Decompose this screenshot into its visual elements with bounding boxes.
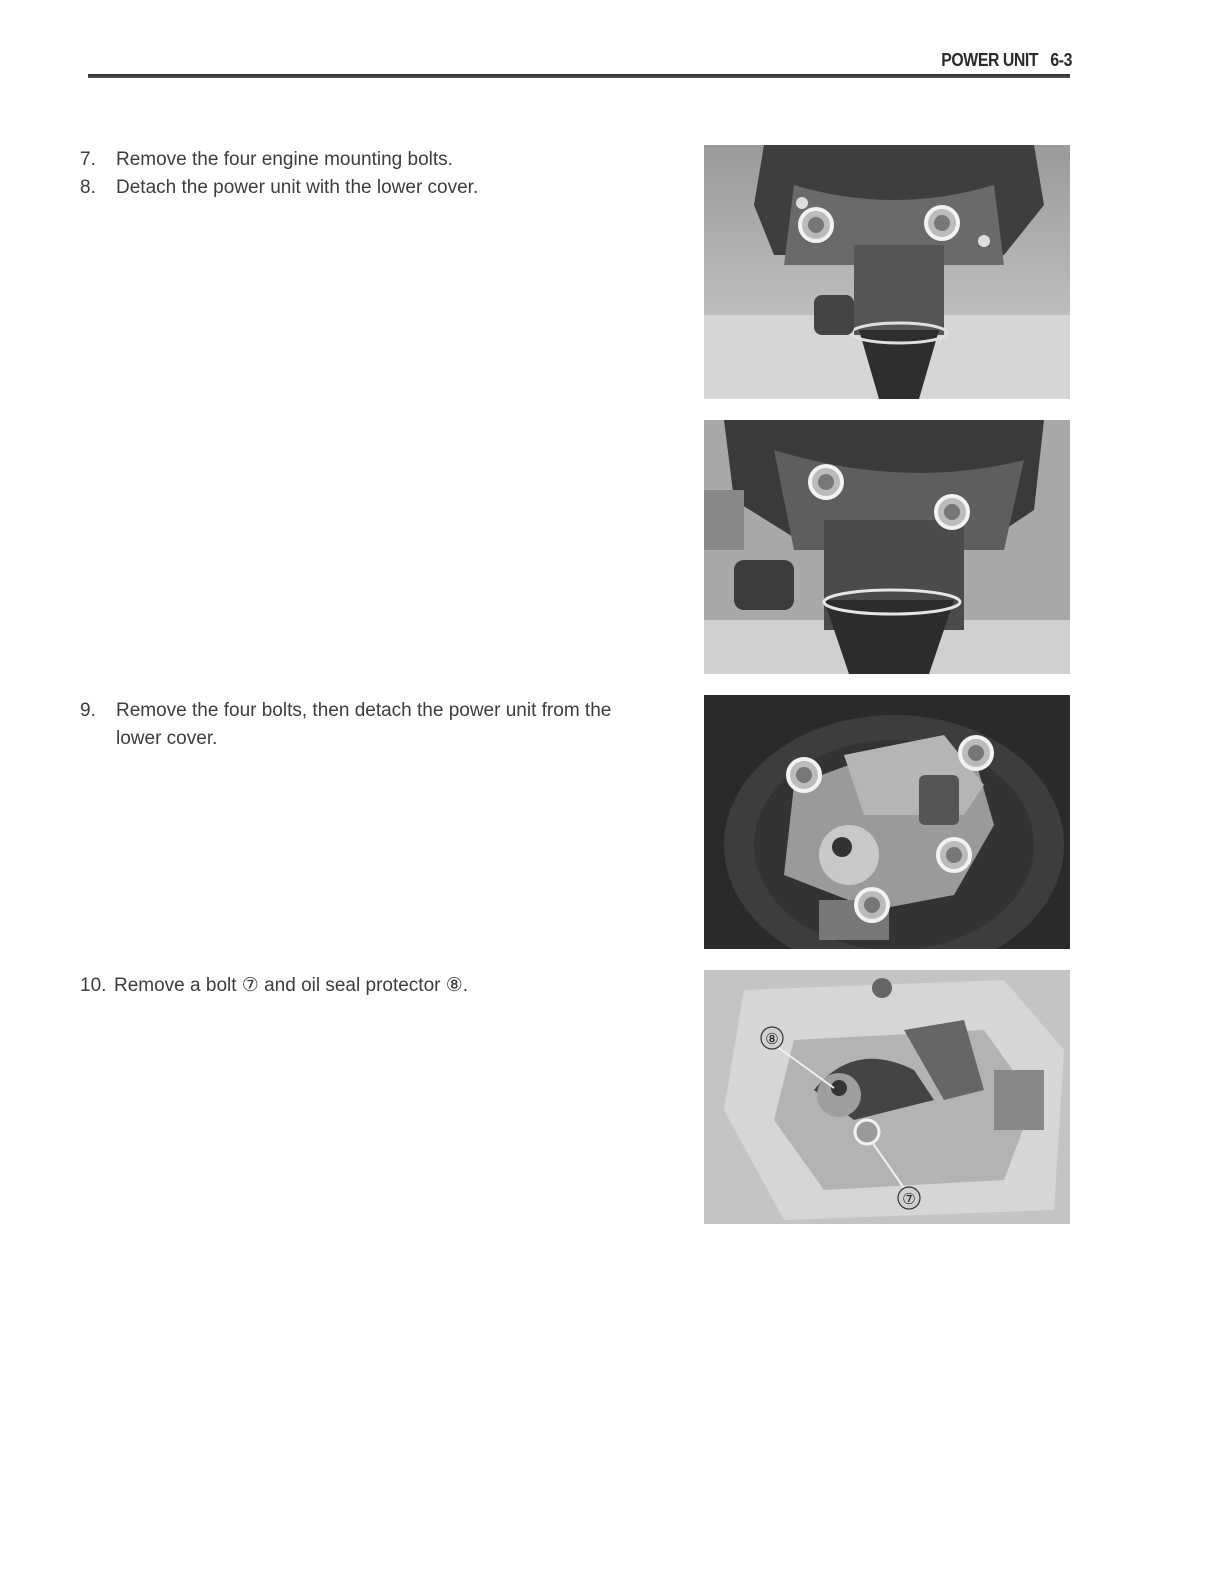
engine-mount-bolts-photo: [704, 145, 1070, 399]
page-header: [921, 50, 1072, 71]
oil-seal-protector-photo: [704, 970, 1070, 1224]
step-7: [80, 146, 453, 174]
engine-mount-bolts-side-photo-image: [704, 420, 1070, 674]
oil-seal-protector-photo-image: [704, 970, 1070, 1224]
callout-8: ⑧: [765, 1030, 779, 1048]
step-number: 7.: [80, 149, 96, 170]
step-number: 10.: [80, 975, 107, 996]
step-10: [80, 972, 468, 1000]
step-text: Remove the four engine mounting bolts.: [116, 149, 453, 170]
section-number: 6-3: [1050, 50, 1072, 70]
step-text: Detach the power unit with the lower cover.: [116, 177, 479, 198]
engine-mount-bolts-photo-image: [704, 145, 1070, 399]
header-rule: [88, 74, 1070, 78]
step-text: Remove the four bolts, then detach the power unit from the: [116, 700, 612, 721]
header-title: POWER UNIT: [941, 50, 1039, 70]
step-number: 8.: [80, 177, 96, 198]
step-8: [80, 174, 478, 202]
lower-cover-bolts-photo-image: [704, 695, 1070, 949]
lower-cover-bolts-photo: [704, 695, 1070, 949]
step-number: 9.: [80, 700, 96, 721]
step-9: [80, 697, 611, 753]
step-text: Remove a bolt ⑦ and oil seal protector ⑧.: [114, 975, 469, 996]
engine-mount-bolts-side-photo: [704, 420, 1070, 674]
callout-7: ⑦: [902, 1190, 916, 1208]
step-text-continued: lower cover.: [116, 728, 218, 749]
